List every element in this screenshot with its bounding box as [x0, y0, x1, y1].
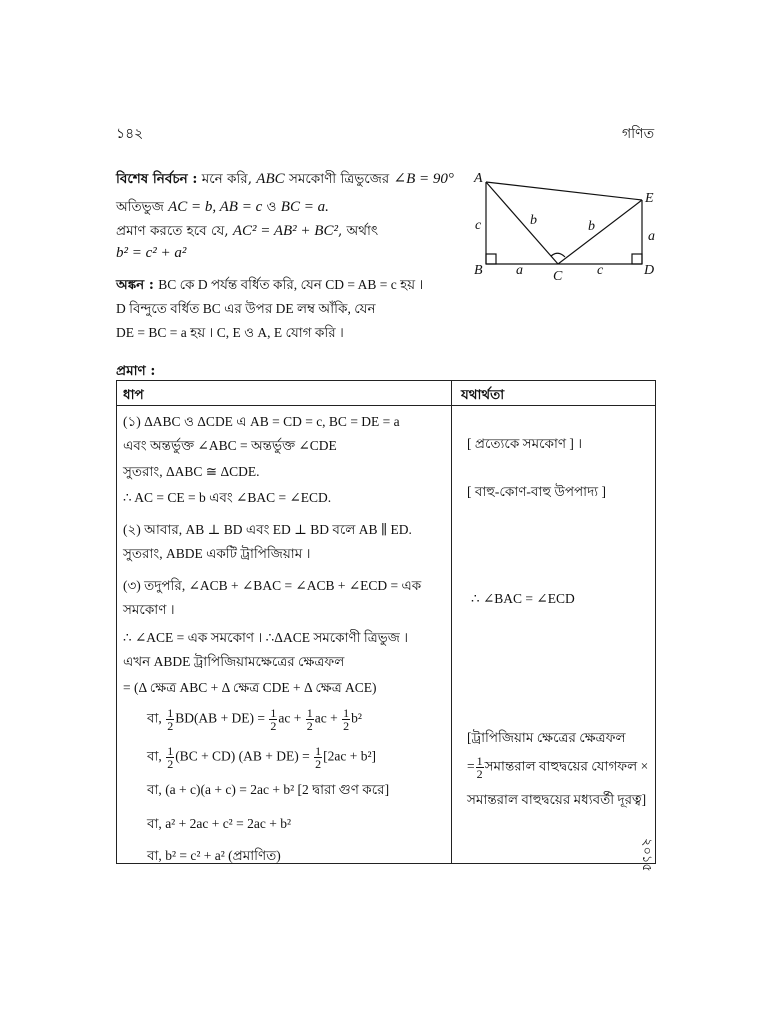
statement-label: বিশেষ নির্বচন : — [116, 171, 198, 187]
col-header-reason: যথার্থতা — [461, 387, 505, 403]
vertex-e: E — [645, 191, 654, 206]
header-divider — [117, 405, 655, 406]
fraction-half: $\frac{1}{2}$ — [315, 744, 322, 771]
fraction-half: $\frac{1}{2}$ — [270, 706, 277, 733]
step-3-line-4: এখন ABDE ট্রাপিজিয়ামক্ষেত্রের ক্ষেত্রফল — [123, 654, 345, 669]
reason-4-line-3: সমান্তরাল বাহুদ্বয়ের মধ্যবর্তী দূরত্ব] — [467, 792, 647, 807]
step-3-line-5: = (Δ ক্ষেত্র ABC + Δ ক্ষেত্র CDE + Δ ক্ষেত্র ACE) — [123, 680, 377, 695]
reason-3: ∴ ∠BAC = ∠ECD — [471, 591, 575, 606]
right-angle-b — [486, 254, 496, 264]
right-angle-d — [632, 254, 642, 264]
label-b-right: b — [588, 219, 595, 234]
fraction-half: $\frac{1}{2}$ — [167, 744, 174, 771]
step-1-line-2: এবং অন্তর্ভুক্ত ∠ABC = অন্তর্ভুক্ত ∠CDE — [123, 438, 337, 453]
column-divider — [451, 381, 452, 863]
vertex-d: D — [644, 263, 655, 278]
statement-line-3: প্রমাণ করতে হবে যে, AC² = AB² + BC², অর্থাৎ — [116, 223, 379, 239]
statement-line-1: বিশেষ নির্বচন : মনে করি, ABC সমকোণী ত্রিভুজের ∠B = 90° — [116, 171, 454, 187]
construction-line-1: অঙ্কন : BC কে D পর্যন্ত বর্ধিত করি, যেন CD = AB = c হয় । — [116, 277, 424, 293]
side-page-number: ২০১৫ — [639, 838, 654, 872]
label-a-right: a — [648, 229, 655, 244]
side-ac — [486, 182, 558, 264]
equation-5: বা, b² = c² + a² (প্রমাণিত) — [147, 848, 281, 863]
step-3-line-3: ∴ ∠ACE = এক সমকোণ । ∴ΔACE সমকোণী ত্রিভুজ । — [123, 630, 409, 645]
label-a-bottom: a — [516, 263, 523, 278]
step-3-line-1: (৩) তদুপরি, ∠ACB + ∠BAC = ∠ACB + ∠ECD = এক — [123, 578, 422, 593]
subject-title: গণিত — [622, 126, 655, 142]
step-2-line-2: সুতরাং, ABDE একটি ট্রাপিজিয়াম । — [123, 546, 311, 561]
proof-label: প্রমাণ : — [116, 363, 156, 379]
construction-label: অঙ্কন : — [116, 277, 154, 293]
step-1-line-4: ∴ AC = CE = b এবং ∠BAC = ∠ECD. — [123, 490, 332, 505]
reason-4-line-1: [ট্রাপিজিয়াম ক্ষেত্রের ক্ষেত্রফল — [467, 730, 626, 745]
label-c-bottom: c — [597, 263, 604, 278]
reason-2: [ বাহু-কোণ-বাহু উপপাদ্য ] — [467, 484, 606, 499]
side-ce — [558, 200, 642, 264]
equation-2: বা, $\frac{1}{2}$ (BC + CD) (AB + DE) = $\frac{1}{2}$ [2ac + b²] — [147, 744, 377, 771]
fraction-half: $\frac{1}{2}$ — [167, 706, 174, 733]
step-1-line-1: (১) ΔABC ও ΔCDE এ AB = CD = c, BC = DE = a — [123, 414, 400, 429]
reason-4-line-2: = $\frac{1}{2}$ সমান্তরাল বাহুদ্বয়ের যোগফল × — [467, 754, 649, 781]
side-ae — [486, 182, 642, 200]
vertex-c: C — [553, 269, 563, 284]
equation-3: বা, (a + c)(a + c) = 2ac + b² [2 দ্বারা গুণ করে] — [147, 782, 390, 797]
fraction-half: $\frac{1}{2}$ — [476, 754, 483, 781]
equation-4: বা, a² + 2ac + c² = 2ac + b² — [147, 816, 291, 831]
reason-1: [ প্রত্যেকে সমকোণ ] । — [467, 436, 583, 451]
vertex-a: A — [474, 171, 483, 186]
proof-table — [116, 380, 656, 864]
label-b-left: b — [530, 213, 537, 228]
step-2-line-1: (২) আবার, AB ⊥ BD এবং ED ⊥ BD বলে AB ∥ ED. — [123, 522, 412, 537]
vertex-b: B — [474, 263, 483, 278]
equation-1: বা, $\frac{1}{2}$ BD(AB + DE) = $\frac{1}{2}$ ac + $\frac{1}{2}$ ac + $\frac{1}{2}$ b² — [147, 706, 362, 733]
fraction-half: $\frac{1}{2}$ — [343, 706, 350, 733]
angle-arc-c — [551, 253, 565, 257]
construction-line-3: DE = BC = a হয় । C, E ও A, E যোগ করি । — [116, 325, 344, 340]
page-number: ১৪২ — [116, 126, 144, 142]
trapezium-diagram — [466, 166, 666, 284]
statement-line-2: অতিভুজ AC = b, AB = c ও BC = a. — [116, 199, 329, 215]
step-1-line-3: সুতরাং, ΔABC ≅ ΔCDE. — [123, 464, 260, 479]
col-header-steps: ধাপ — [123, 387, 144, 403]
step-3-line-2: সমকোণ । — [123, 602, 175, 617]
label-c-left: c — [475, 218, 482, 233]
statement-line-4: b² = c² + a² — [116, 245, 187, 261]
construction-line-2: D বিন্দুতে বর্ধিত BC এর উপর DE লম্ব আঁকি, যেন — [116, 301, 376, 316]
fraction-half: $\frac{1}{2}$ — [306, 706, 313, 733]
